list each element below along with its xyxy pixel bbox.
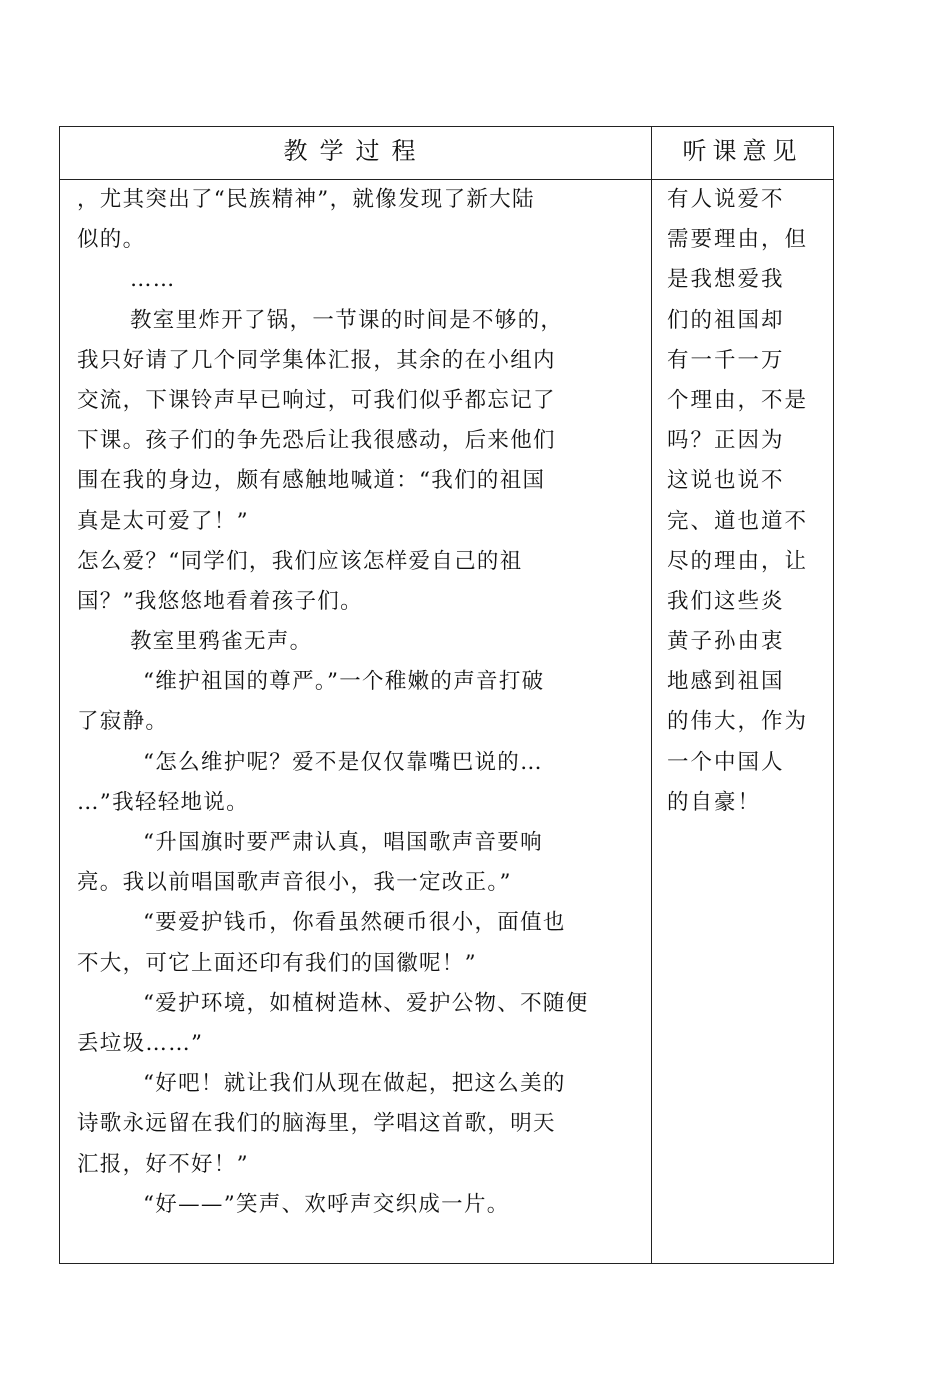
process-line: 汇报，好不好！” [77,1151,249,1177]
process-line: 诗歌永远留在我们的脑海里，学唱这首歌，明天 [77,1111,556,1137]
process-line: “好吧！就让我们从现在做起，把这么美的 [143,1071,566,1097]
process-line: …”我轻轻地说。 [77,789,249,815]
comment-line: 的伟大，作为 [667,709,809,735]
process-line: 不大，可它上面还印有我们的国徽呢！” [77,950,477,976]
comment-line: 完、道也道不 [667,508,809,534]
process-line: 亮。我以前唱国歌声音很小，我一定改正。” [77,870,512,896]
process-line: 怎么爱？“同学们，我们应该怎样爱自己的祖 [77,548,523,574]
process-line: 下课。孩子们的争先恐后让我很感动，后来他们 [77,428,556,454]
teaching-process-text [77,180,639,1225]
process-line: 丢垃圾……” [77,1030,204,1056]
process-line: 真是太可爱了！” [77,508,249,534]
comment-line: 吗？正因为 [667,428,785,454]
process-line: “爱护环境，如植树造林、爱护公物、不随便 [143,990,589,1016]
comment-line: 是我想爱我 [667,267,785,293]
comment-line: 地感到祖国 [667,669,785,695]
comment-line: 尽的理由，让 [667,548,809,574]
process-line: 我只好请了几个同学集体汇报，其余的在小组内 [77,347,556,373]
comment-line: 一个中国人 [667,749,785,775]
comment-line: 个理由，不是 [667,387,809,413]
process-line: 教室里炸开了锅，一节课的时间是不够的， [130,307,564,333]
header-teaching-process: 教学过程 [283,137,428,165]
process-line: “升国旗时要严肃认真，唱国歌声音要响 [143,830,543,855]
process-line: 了寂静。 [77,709,169,735]
comment-line: 有一千一万 [667,347,785,373]
process-line: 似的。 [77,227,146,253]
process-line: …… [130,267,176,293]
process-line: 交流，下课铃声早已响过，可我们似乎都忘记了 [77,387,556,413]
comment-line: 黄子孙由衷 [667,629,785,655]
comment-line: 这说也说不 [667,468,785,494]
comment-line: 我们这些炎 [667,588,785,614]
process-line: “要爱护钱币，你看虽然硬币很小，面值也 [143,910,566,936]
process-line: 围在我的身边，颇有感触地喊道：“我们的祖国 [77,468,546,494]
comment-line: 们的祖国却 [667,307,785,333]
process-line: “好——”笑声、欢呼声交织成一片。 [143,1191,510,1217]
process-line: ，尤其突出了“民族精神”，就像发现了新大陆 [77,187,535,212]
observation-comments-text [667,180,825,823]
comment-line: 需要理由，但 [667,227,809,253]
comment-line: 的自豪！ [667,789,762,815]
comment-line: 有人说爱不 [667,187,785,212]
column-divider [651,127,652,1263]
process-line: “维护祖国的尊严。”一个稚嫩的声音打破 [143,669,545,695]
lesson-observation-table [59,126,834,1264]
process-line: 国？”我悠悠地看着孩子们。 [77,588,363,614]
header-observation-comments: 听课意见 [682,137,803,165]
process-line: “怎么维护呢？爱不是仅仅靠嘴巴说的… [143,749,543,775]
process-line: 教室里鸦雀无声。 [130,629,313,655]
